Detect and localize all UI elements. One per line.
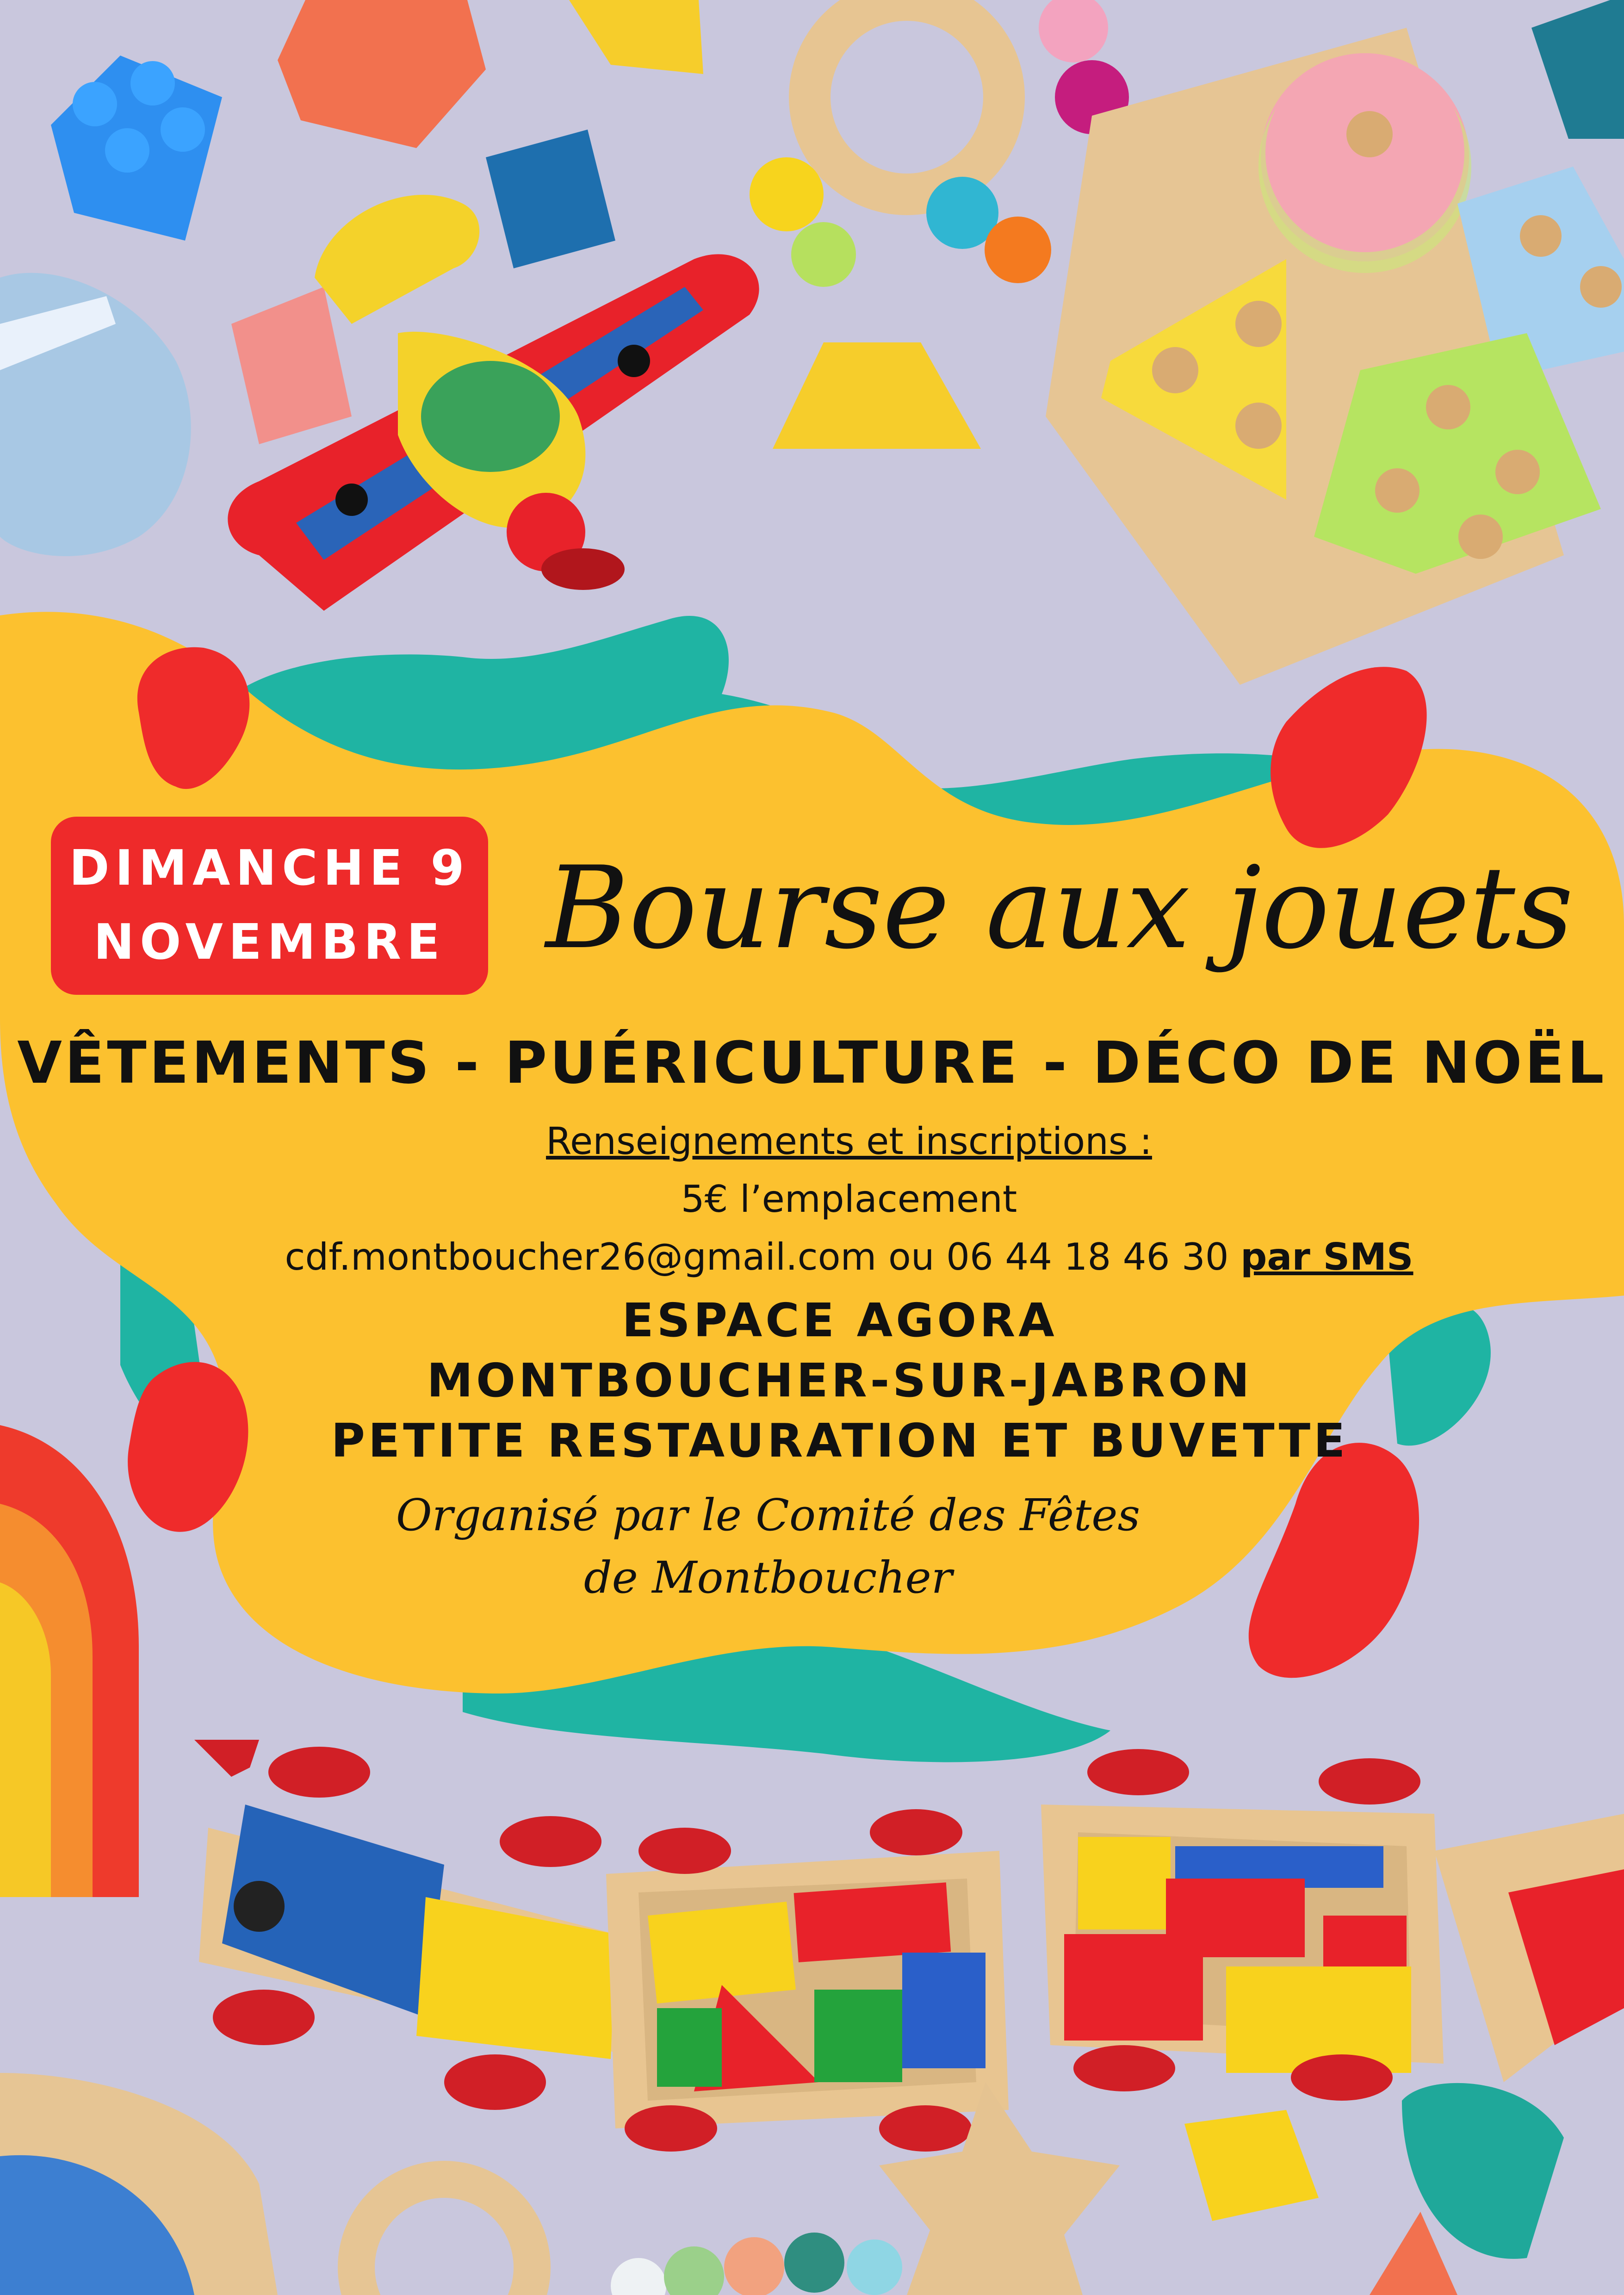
price-line: 5€ l’emplacement	[681, 1178, 1017, 1221]
contact-line	[37, 1235, 1624, 1278]
contact-phone[interactable]: 06 44 18 46 30	[946, 1235, 1229, 1278]
categories-line: VÊTEMENTS - PUÉRICULTURE - DÉCO DE NOËL	[17, 1030, 1607, 1097]
organizer-line-2: de Montboucher	[583, 1552, 953, 1603]
contact-email-link[interactable]: cdf.montboucher26@gmail.com	[285, 1235, 877, 1278]
date-line-2: NOVEMBRE	[93, 914, 446, 970]
contact-method: par SMS	[1240, 1235, 1413, 1278]
contact-joiner: ou	[888, 1235, 935, 1278]
info-heading	[37, 1120, 1624, 1163]
venue-line-3: PETITE RESTAURATION ET BUVETTE	[331, 1414, 1349, 1468]
date-line-1: DIMANCHE 9	[69, 840, 470, 896]
organizer-line-1: Organisé par le Comité des Fêtes	[396, 1490, 1141, 1541]
info-heading-text: Renseignements et inscriptions :	[546, 1120, 1152, 1163]
venue-line-2: MONTBOUCHER-SUR-JABRON	[427, 1353, 1253, 1408]
venue-line-1: ESPACE AGORA	[622, 1293, 1058, 1347]
event-title: Bourse aux jouets	[545, 842, 1574, 974]
